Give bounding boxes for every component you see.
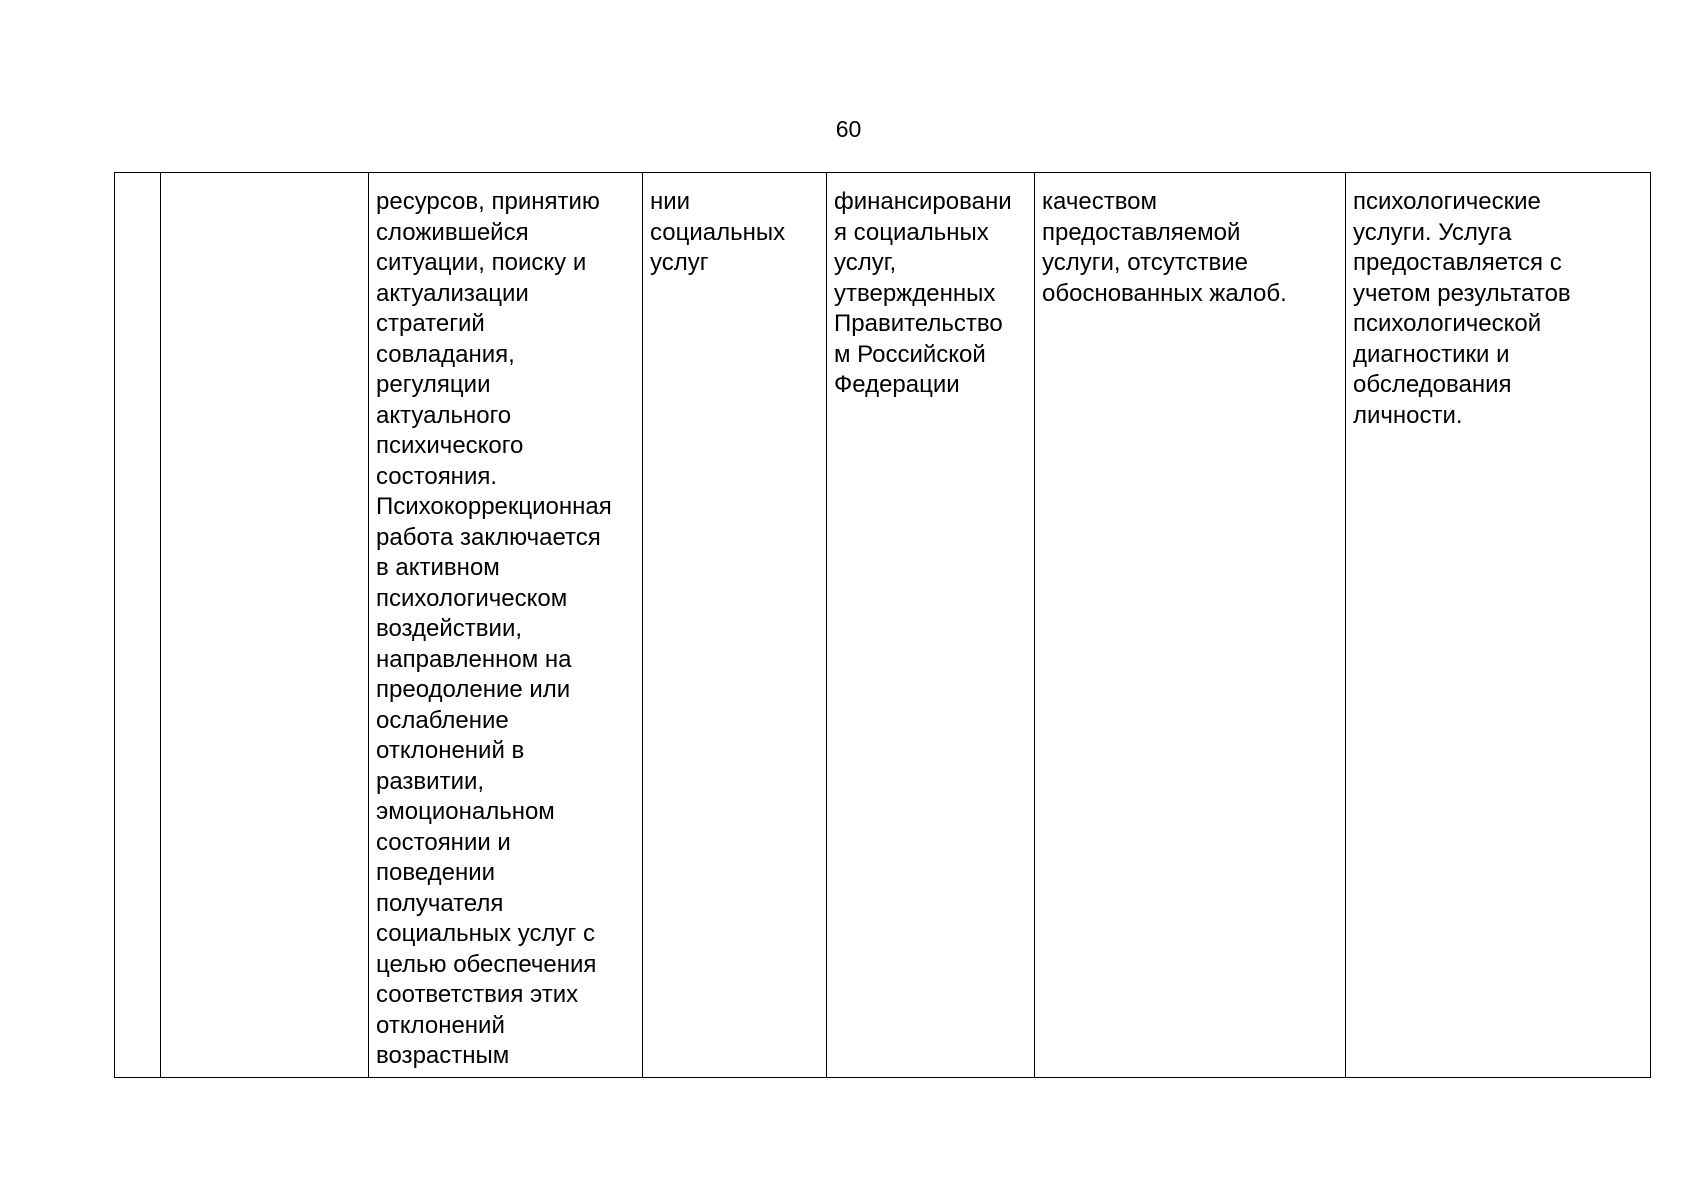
table-cell-description — [369, 173, 643, 1078]
cell-text: качеством предоставляемой услуги, отсутствие обоснованных жалоб. — [1042, 188, 1287, 307]
services-table — [114, 172, 1651, 1078]
cell-text: психологические услуги. Услуга предоставляется с учетом результатов психологической диагностики и обследования личности. — [1353, 188, 1571, 429]
cell-text: нии социальных услуг — [650, 188, 786, 276]
table-cell-quality — [1035, 173, 1346, 1078]
table-cell-number — [115, 173, 161, 1078]
table-cell-service-name — [161, 173, 369, 1078]
table-cell-terms — [643, 173, 827, 1078]
table-row — [115, 173, 1651, 1078]
page-number: 60 — [835, 116, 862, 142]
table-cell-financing — [827, 173, 1035, 1078]
cell-text: ресурсов, принятию сложившейся ситуации, поиску и актуализации стратегий совладания, регуляции актуального психического состояния. Психокоррекционная работа заключается в активном психологическом воздействии, направленном на преодоление или ослабление отклонений в развитии, эмоциональном состоянии и поведении получателя социальных услуг с целью обеспечения соответствия этих отклонений возрастным — [376, 188, 612, 1069]
cell-text: финансировани я социальных услуг, утвержденных Правительство м Российской Федерации — [834, 188, 1012, 398]
table-cell-conditions — [1346, 173, 1651, 1078]
